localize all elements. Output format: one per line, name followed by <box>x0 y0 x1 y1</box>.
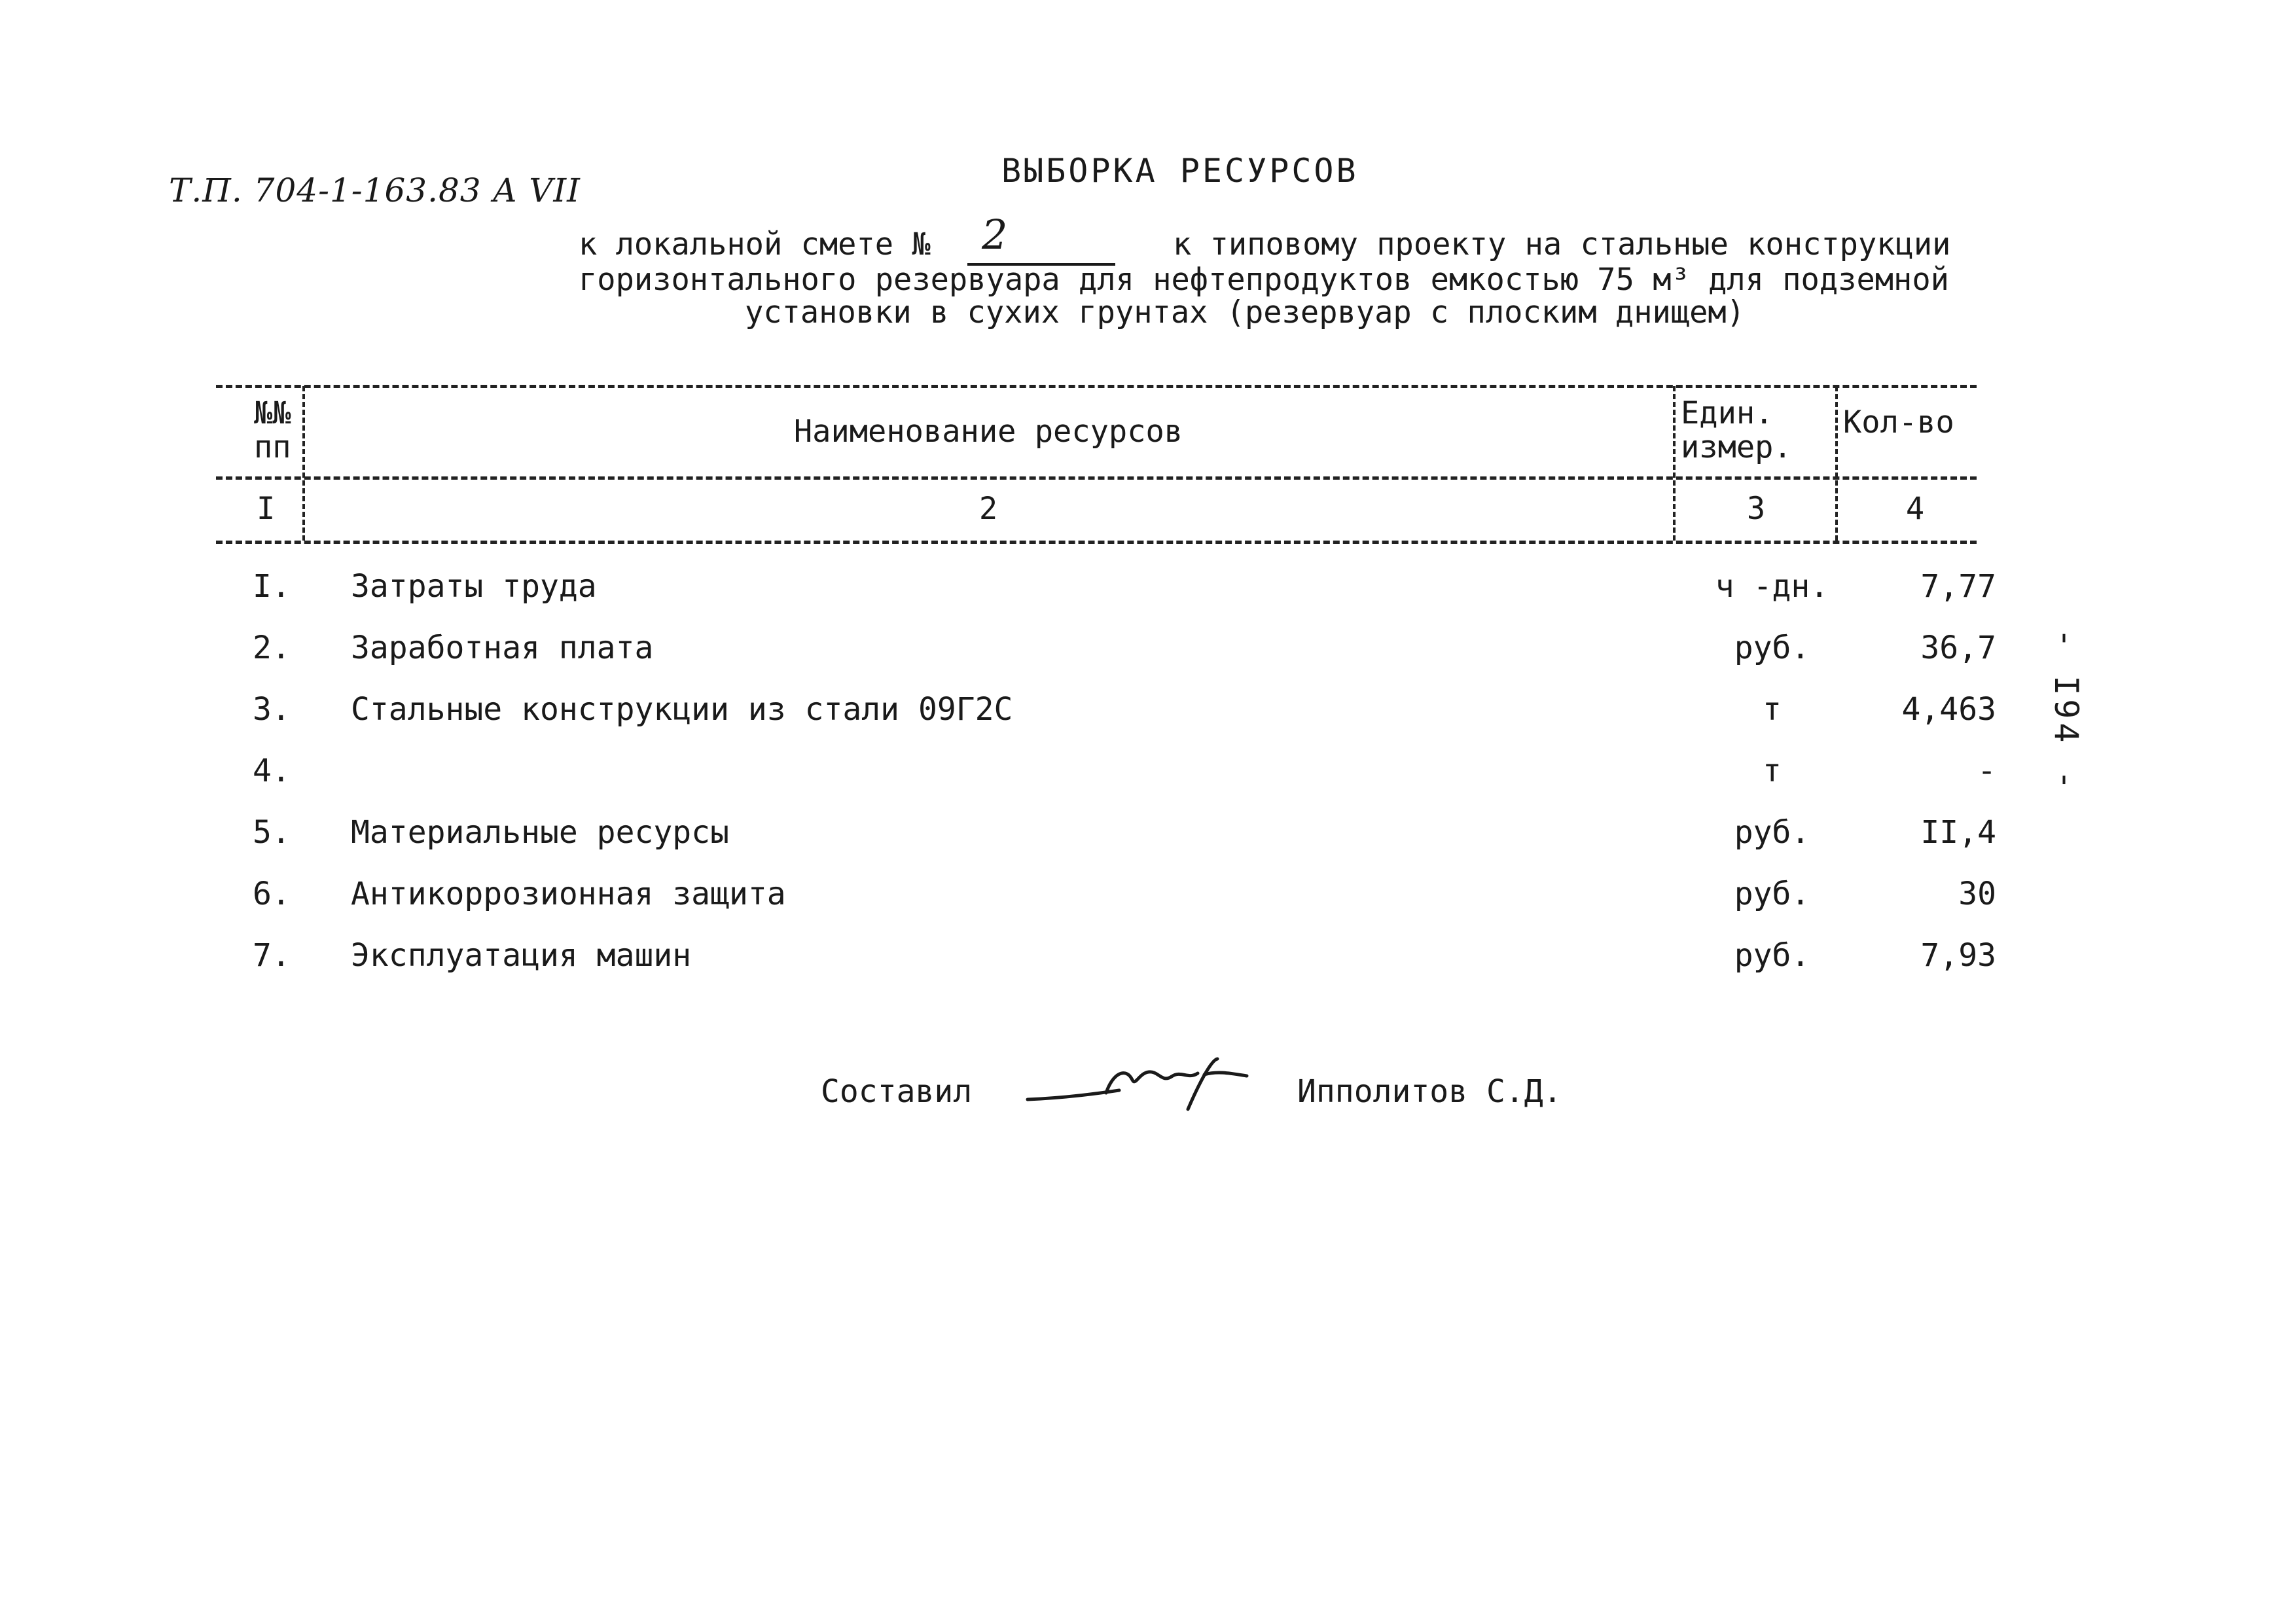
compiler-name: Ипполитов С.Д. <box>1297 1073 1562 1110</box>
column-index-3: 3 <box>1746 491 1766 527</box>
row-unit: ч -дн. <box>1715 568 1829 605</box>
row-qty: 7,93 <box>1920 937 1996 974</box>
page-number: - I94 - <box>2047 628 2085 794</box>
row-unit: руб. <box>1734 814 1810 851</box>
document-title: ВЫБОРКА РЕСУРСОВ <box>1001 152 1359 190</box>
table-top-rule <box>216 385 1977 388</box>
row-number: 2. <box>253 630 291 666</box>
row-qty: - <box>1977 753 1996 789</box>
row-unit: руб. <box>1734 876 1810 912</box>
table-header-rule <box>216 476 1977 480</box>
table-row <box>0 937 2296 976</box>
row-number: I. <box>253 568 291 605</box>
column-header-name: Наименование ресурсов <box>793 414 1183 450</box>
row-name: Заработная плата <box>351 630 654 666</box>
row-qty: 7,77 <box>1920 568 1996 605</box>
table-row <box>0 691 2296 730</box>
column-index-4: 4 <box>1905 491 1925 527</box>
subtitle-line1-suffix: к типовому проекту на стальные конструкции <box>1173 226 1951 262</box>
table-row <box>0 630 2296 669</box>
row-qty: 36,7 <box>1920 630 1996 666</box>
row-qty: 4,463 <box>1901 691 1996 728</box>
compiled-by-label: Составил <box>821 1073 973 1110</box>
row-qty: 30 <box>1958 876 1996 912</box>
table-row <box>0 568 2296 607</box>
row-number: 7. <box>253 937 291 974</box>
column-index-1: I <box>257 491 276 527</box>
column-divider-3 <box>1835 386 1838 541</box>
project-code: Т.П. 704-1-163.83 А VII <box>169 171 581 209</box>
table-row <box>0 753 2296 792</box>
subtitle-line1-prefix: к локальной смете № <box>579 226 931 262</box>
row-name: Затраты труда <box>351 568 597 605</box>
column-header-qty: Кол-во <box>1843 404 1954 440</box>
row-number: 5. <box>253 814 291 851</box>
row-unit: т <box>1763 753 1782 789</box>
subtitle-line2: горизонтального резервуара для нефтепродуктов емкостью 75 м³ для подземной <box>579 262 1949 298</box>
row-name: Эксплуатация машин <box>351 937 692 974</box>
column-divider-2 <box>1673 386 1676 541</box>
row-unit: т <box>1763 691 1782 728</box>
row-unit: руб. <box>1734 630 1810 666</box>
row-name: Стальные конструкции из стали 09Г2С <box>351 691 1013 728</box>
row-number: 6. <box>253 876 291 912</box>
row-number: 4. <box>253 753 291 789</box>
column-header-unit: Един. измер. <box>1681 395 1792 465</box>
signature-mark <box>1021 1047 1257 1119</box>
table-index-rule <box>216 541 1977 544</box>
estimate-number: 2 <box>982 211 1008 259</box>
row-name: Антикоррозионная защита <box>351 876 786 912</box>
row-unit: руб. <box>1734 937 1810 974</box>
table-row <box>0 876 2296 915</box>
row-number: 3. <box>253 691 291 728</box>
column-divider-1 <box>302 386 305 541</box>
table-row <box>0 814 2296 853</box>
column-index-2: 2 <box>978 491 998 527</box>
subtitle-line3: установки в сухих грунтах (резервуар с плоским днищем) <box>745 294 1746 330</box>
column-header-number: №№ пп <box>254 395 291 465</box>
row-qty: II,4 <box>1920 814 1996 851</box>
row-name: Материальные ресурсы <box>351 814 729 851</box>
